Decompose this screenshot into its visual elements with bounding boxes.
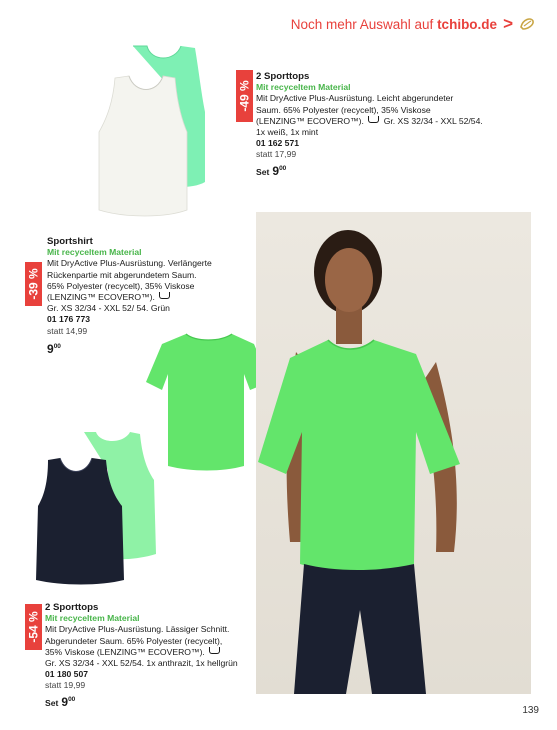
product-desc-line: Rückenpartie mit abgerundetem Saum. — [47, 269, 197, 280]
product-subtitle: Mit recyceltem Material — [45, 613, 140, 624]
wash-symbol-icon — [368, 116, 379, 123]
product-name: Sportshirt — [47, 236, 93, 247]
model-illustration — [256, 212, 531, 694]
old-price: statt 17,99 — [256, 149, 297, 160]
product-info-sporttops-1 — [256, 71, 546, 180]
discount-badge: -39 % — [25, 262, 42, 306]
price: $9^{00}$ — [47, 341, 61, 356]
product-desc-line: 65% Polyester (recycelt), 35% Viskose — [47, 280, 195, 291]
product-desc-line: Saum. 65% Polyester (recycelt), 35% Viskose — [256, 104, 431, 115]
model-photo — [256, 212, 531, 694]
wash-symbol-icon — [159, 292, 170, 299]
page-number: 139 — [522, 705, 539, 716]
product-subtitle: Mit recyceltem Material — [256, 82, 351, 93]
product-desc-line: Gr. XS 32/34 - XXL 52/ 54. Grün — [47, 303, 170, 314]
wash-symbol-icon — [209, 647, 220, 654]
discount-badge: -49 % — [236, 70, 253, 122]
more-choice-link[interactable] — [291, 14, 535, 34]
price: Set $9^{00}$ — [45, 694, 76, 709]
article-number: 01 162 571 — [256, 138, 300, 149]
arrow-icon: > — [503, 14, 513, 33]
product-desc-line: Gr. XS 32/34 - XXL 52/54. 1x anthrazit, 1x hellgrün — [45, 658, 238, 669]
product-image-sportshirt-green — [146, 330, 272, 472]
product-subtitle: Mit recyceltem Material — [47, 247, 142, 258]
tchibo-bean-logo — [519, 17, 535, 31]
old-price: statt 14,99 — [47, 325, 88, 336]
article-number: 01 176 773 — [47, 314, 91, 325]
product-desc-line: Mit DryActive Plus-Ausrüstung. Leicht abgerundeter — [256, 93, 454, 104]
product-desc-line: (LENZING™ ECOVERO™). Gr. XS 32/34 - XXL 52/54. — [256, 115, 483, 126]
product-image-tops-navy-green — [34, 430, 164, 586]
product-info-sporttops-2 — [45, 602, 255, 711]
old-price: statt 19,99 — [45, 680, 86, 691]
discount-badge: -54 % — [25, 604, 42, 650]
product-name: 2 Sporttops — [45, 602, 99, 613]
product-desc-line: (LENZING™ ECOVERO™). — [47, 292, 252, 303]
price: Set $9^{00}$ — [256, 163, 287, 178]
product-desc-line: 35% Viskose (LENZING™ ECOVERO™). — [45, 647, 255, 658]
product-desc-line: 1x weiß, 1x mint — [256, 127, 319, 138]
product-name: 2 Sporttops — [256, 71, 310, 82]
product-desc-line: Mit DryActive Plus-Ausrüstung. Verlängerte — [47, 258, 212, 269]
header-text: Noch mehr Auswahl auf tchibo.de — [290, 16, 498, 32]
product-desc-line: Mit DryActive Plus-Ausrüstung. Lässiger Schnitt. — [45, 624, 230, 635]
product-image-tops-white-mint — [95, 42, 210, 222]
article-number: 01 180 507 — [45, 669, 89, 680]
product-desc-line: Abgerundeter Saum. 65% Polyester (recycelt), — [45, 635, 223, 646]
